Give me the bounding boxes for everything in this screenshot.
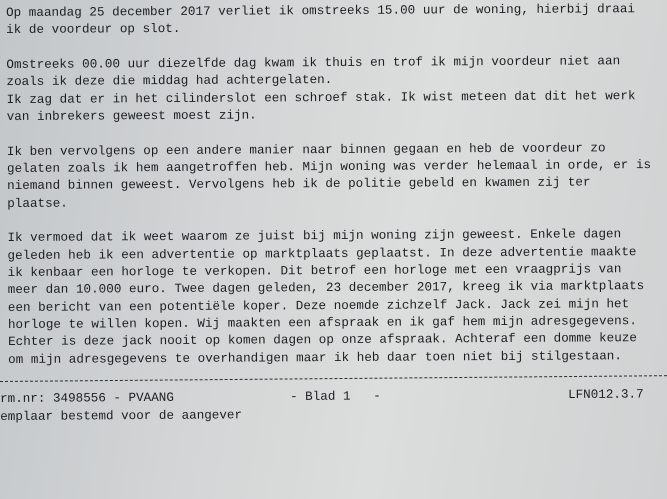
text-line: Omstreeks 00.00 uur diezelfde dag kwam ik thuis en trof ik mijn voordeur niet aan bbox=[6, 54, 621, 73]
text-line: van inbrekers geweest moest zijn. bbox=[6, 108, 257, 124]
text-line: Ik ben vervolgens op een andere manier naar binnen gegaan en heb de voordeur zo bbox=[6, 141, 606, 159]
footer-row-copy bbox=[0, 404, 667, 426]
text-line: ik kenbaar een horloge te verkopen. Dit betrof een horloge met een vraagprijs van bbox=[7, 262, 622, 281]
page-indicator: - Blad 1 - bbox=[289, 389, 381, 404]
text-line: gelaten zoals ik hem aangetroffen heb. Mijn woning was verder helemaal in orde, er is bbox=[6, 158, 652, 177]
text-line: zoals ik deze die middag had achtergelaten. bbox=[6, 73, 333, 90]
paragraph-departure bbox=[6, 1, 664, 40]
paragraph-police bbox=[7, 140, 665, 213]
text-line: Ik vermoed dat ik weet waarom ze juist bij mijn woning zijn geweest. Enkele dagen bbox=[7, 227, 622, 246]
footer-separator bbox=[0, 375, 667, 382]
text-line: geleden heb ik een advertentie op marktplaats geplaatst. In deze advertentie maakte bbox=[7, 244, 637, 263]
statement-body bbox=[6, 1, 666, 369]
text-line: meer dan 10.000 euro. Twee dagen geleden, 23 december 2017, kreeg ik via marktplaats bbox=[7, 279, 645, 298]
paragraph-return bbox=[6, 53, 664, 126]
form-code: LFN012.3.7 bbox=[567, 387, 644, 403]
text-line: plaatse. bbox=[7, 196, 68, 211]
text-line: Echter is deze jack nooit op komen dagen op onze afspraak. Achteraf een domme keuze bbox=[8, 331, 638, 350]
text-line: niemand binnen geweest. Vervolgens heb ik de politie gebeld en kwamen zij ter bbox=[7, 175, 591, 194]
copy-note: emplaar bestemd voor de aangever bbox=[0, 407, 243, 424]
text-line: ik de voordeur op slot. bbox=[6, 22, 181, 38]
text-line: een bericht van een potentiële koper. Deze noemde zichzelf Jack. Jack zei mijn het bbox=[7, 296, 630, 315]
text-line: Op maandag 25 december 2017 verliet ik omstreeks 15.00 uur de woning, hierbij draai bbox=[6, 2, 636, 20]
text-line: om mijn adresgegevens te overhandigen maar ik heb daar toen niet bij stilgestaan. bbox=[8, 348, 622, 367]
reference-number: rm.nr: 3498556 - PVAANG bbox=[0, 390, 174, 406]
document-footer bbox=[0, 386, 667, 426]
text-line: horloge te willen kopen. Wij maakten een afspraak en ik gaf hem mijn adresgegevens. bbox=[7, 314, 637, 332]
paragraph-suspicion bbox=[7, 226, 666, 368]
text-line: Ik zag dat er in het cilinderslot een schroef stak. Ik wist meteen dat dit het werk bbox=[6, 88, 636, 107]
